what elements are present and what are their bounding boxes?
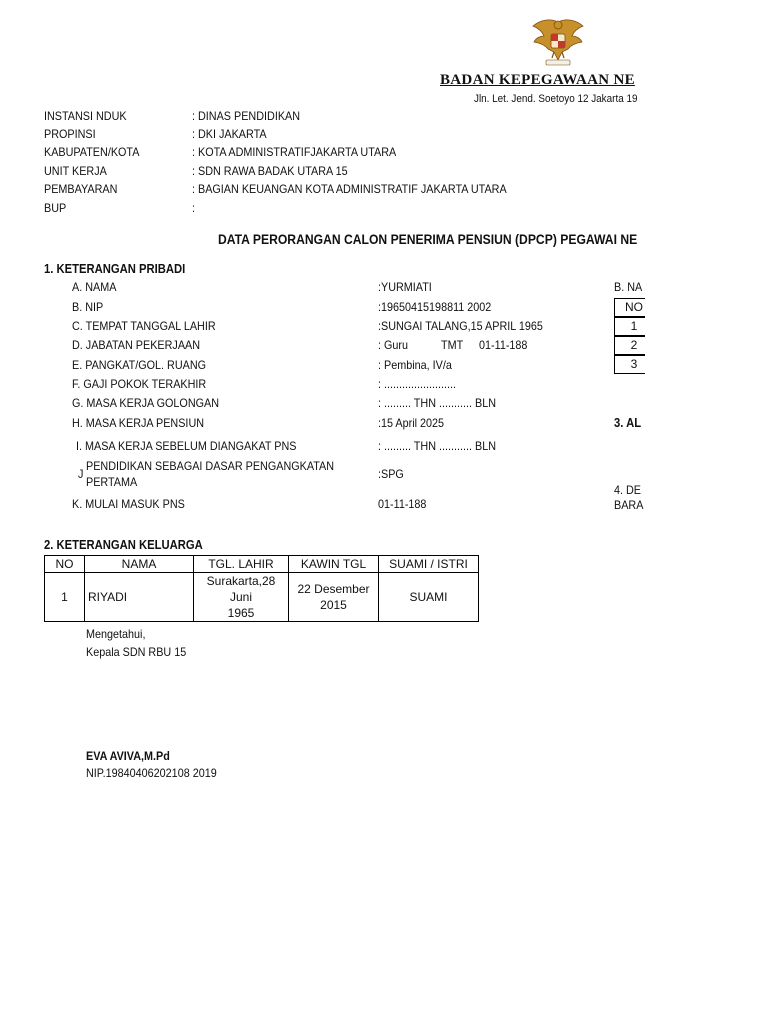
info-value-bup: : — [192, 201, 196, 215]
value-masa-kerja-pensiun: :15 April 2025 — [378, 416, 445, 430]
label-gaji: F. GAJI POKOK TERAKHIR — [72, 377, 207, 391]
value-nama: :YURMIATI — [378, 280, 432, 294]
garuda-emblem-logo — [530, 16, 586, 68]
value-masa-kerja-golongan: : ......... THN ........... BLN — [378, 396, 497, 410]
label-pendidikan-prefix: J — [78, 467, 84, 481]
family-table — [44, 555, 479, 622]
right-column-number-2: 2 — [614, 336, 654, 355]
acknowledged-label: Mengetahui, — [86, 627, 146, 641]
info-value-unit-kerja: : SDN RAWA BADAK UTARA 15 — [192, 164, 348, 178]
value-gaji: : ........................ — [378, 377, 457, 391]
value-jabatan: : Guru — [378, 338, 409, 352]
info-value-kabupaten: : KOTA ADMINISTRATIFJAKARTA UTARA — [192, 145, 397, 159]
info-value-pembayaran: : BAGIAN KEUANGAN KOTA ADMINISTRATIF JAKARTA UTARA — [192, 182, 507, 196]
signer-nip: NIP.19840406202108 2019 — [86, 766, 217, 780]
value-mulai-masuk-pns: 01-11-188 — [378, 497, 427, 511]
page-cut-mask — [645, 0, 768, 1024]
label-masa-kerja-sebelum-pns: I. MASA KERJA SEBELUM DIANGAKAT PNS — [76, 439, 297, 453]
right-column-section3: 3. AL — [614, 416, 642, 430]
info-label-bup: BUP — [44, 201, 67, 215]
signer-name: EVA AVIVA,M.Pd — [86, 749, 170, 763]
value-tmt: 01-11-188 — [479, 338, 528, 352]
label-tmt: TMT — [441, 338, 464, 352]
value-nip: :19650415198811 2002 — [378, 300, 492, 314]
value-masa-kerja-sebelum-pns: : ......... THN ........... BLN — [378, 439, 497, 453]
section2-title: 2. KETERANGAN KELUARGA — [44, 538, 203, 552]
col-suami-istri: SUAMI / ISTRI — [379, 556, 479, 573]
label-masa-kerja-golongan: G. MASA KERJA GOLONGAN — [72, 396, 220, 410]
cell-kawin-tgl: 22 Desember 2015 — [289, 573, 379, 622]
right-column-section4-line1: 4. DE — [614, 483, 642, 497]
info-label-propinsi: PROPINSI — [44, 127, 96, 141]
label-ttl: C. TEMPAT TANGGAL LAHIR — [72, 319, 216, 333]
table-row — [45, 573, 479, 622]
value-pangkat: : Pembina, IV/a — [378, 358, 452, 372]
col-kawin-tgl: KAWIN TGL — [289, 556, 379, 573]
col-tgl-lahir: TGL. LAHIR — [194, 556, 289, 573]
label-nama: A. NAMA — [72, 280, 117, 294]
right-column-number-1: 1 — [614, 317, 654, 336]
col-no: NO — [45, 556, 85, 573]
label-pendidikan-line2: PERTAMA — [86, 475, 138, 489]
value-ttl: :SUNGAI TALANG,15 APRIL 1965 — [378, 319, 543, 333]
label-pangkat: E. PANGKAT/GOL. RUANG — [72, 358, 207, 372]
label-pendidikan-line1: PENDIDIKAN SEBAGAI DASAR PENGANGKATAN — [86, 459, 335, 473]
info-label-pembayaran: PEMBAYARAN — [44, 182, 118, 196]
family-table-header — [45, 556, 479, 573]
headmaster-title: Kepala SDN RBU 15 — [86, 645, 187, 659]
info-value-instansi: : DINAS PENDIDIKAN — [192, 109, 301, 123]
section1-title: 1. KETERANGAN PRIBADI — [44, 262, 186, 276]
cell-status: SUAMI — [379, 573, 479, 622]
info-value-propinsi: : DKI JAKARTA — [192, 127, 267, 141]
label-masa-kerja-pensiun: H. MASA KERJA PENSIUN — [72, 416, 205, 430]
label-nip: B. NIP — [72, 300, 104, 314]
label-jabatan: D. JABATAN PEKERJAAN — [72, 338, 201, 352]
value-pendidikan: :SPG — [378, 467, 404, 481]
cell-nama: RIYADI — [85, 573, 194, 622]
right-column-no-header: NO — [614, 298, 654, 317]
col-nama: NAMA — [85, 556, 194, 573]
cell-tgl-lahir: Surakarta,28 Juni 1965 — [194, 573, 289, 622]
right-column-section4-line2: BARA — [614, 498, 644, 512]
agency-title: BADAN KEPEGAWAAN NE — [440, 72, 635, 88]
info-label-unit-kerja: UNIT KERJA — [44, 164, 107, 178]
info-label-instansi: INSTANSI NDUK — [44, 109, 127, 123]
agency-address: Jln. Let. Jend. Soetoyo 12 Jakarta 19 — [474, 93, 638, 105]
right-column-b-header: B. NA — [614, 280, 643, 294]
document-title: DATA PERORANGAN CALON PENERIMA PENSIUN (DPCP) PEGAWAI NE — [218, 232, 638, 247]
info-label-kabupaten: KABUPATEN/KOTA — [44, 145, 140, 159]
cell-no: 1 — [45, 573, 85, 622]
right-column-number-3: 3 — [614, 355, 654, 374]
label-mulai-masuk-pns: K. MULAI MASUK PNS — [72, 497, 185, 511]
